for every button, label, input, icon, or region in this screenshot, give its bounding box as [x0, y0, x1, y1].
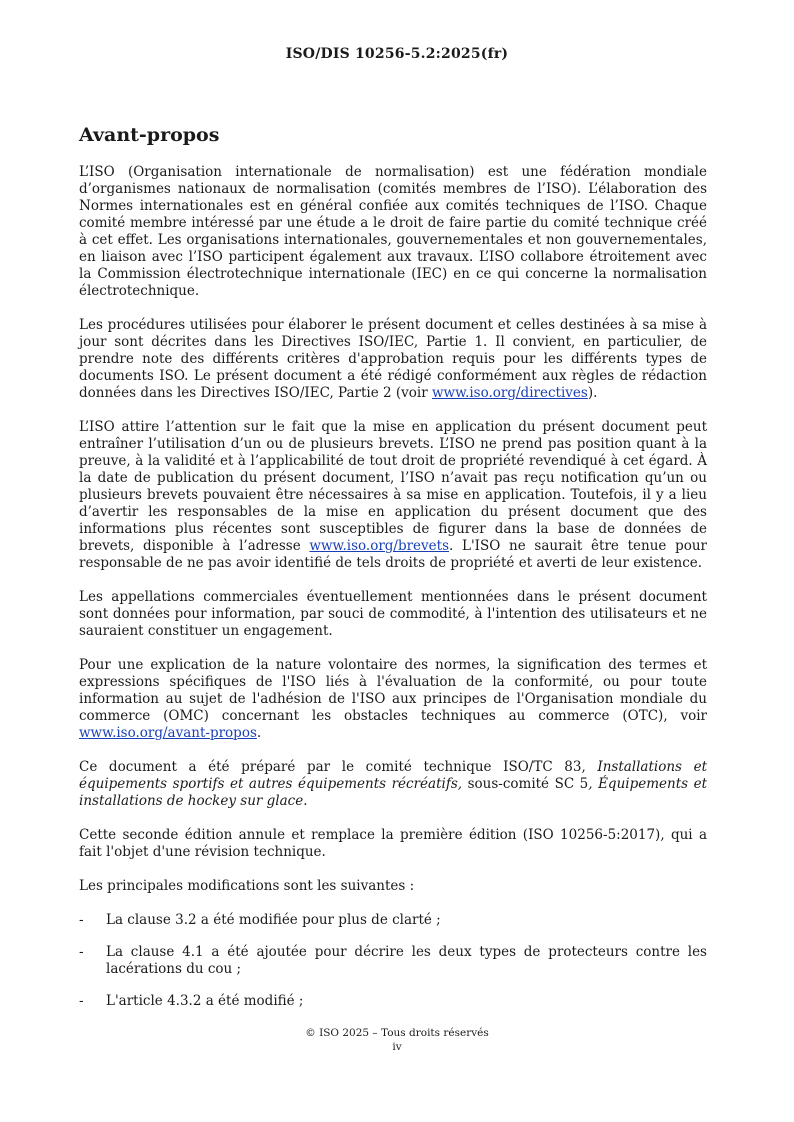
committee-text-2: sous-comité SC 5 [462, 776, 589, 792]
page-footer [0, 1026, 794, 1054]
paragraph-voluntary-end: . [256, 725, 262, 741]
page-number: iv [392, 1041, 402, 1053]
committee-text-1: Ce document a été préparé par le comité technique ISO/TC 83, [79, 759, 598, 775]
committee-name: Installations et équipements sportifs et autres équipements récréatifs, [79, 759, 707, 792]
paragraph-committee [79, 759, 707, 810]
patents-link[interactable]: www.iso.org/brevets [309, 538, 450, 554]
list-item [79, 912, 707, 929]
list-item-text: L'article 4.3.2 a été modifié ; [106, 993, 304, 1009]
list-dash: - [79, 944, 84, 960]
list-item [79, 944, 707, 978]
section-title: Avant-propos [79, 124, 220, 146]
paragraph-patents-end: . L'ISO ne saurait être tenue pour responsable de ne pas avoir identifié de tels droits de propriété et averti de leur existence. [79, 538, 708, 571]
paragraph-edition: Cette seconde édition annule et remplace la première édition (ISO 10256-5:2017), qui a fait l'objet d'une révision technique. [79, 827, 707, 860]
paragraph-patents [79, 419, 707, 572]
document-id-header: ISO/DIS 10256-5.2:2025(fr) [285, 46, 509, 62]
copyright-notice: © ISO 2025 – Tous droits réservés [305, 1027, 489, 1039]
paragraph-trade-names: Les appellations commerciales éventuellement mentionnées dans le présent document sont données pour information, par souci de commodité, à l'intention des utilisateurs et ne sauraient constituer un engagement. [79, 589, 707, 639]
paragraph-procedures [79, 317, 707, 402]
paragraph-iso-intro: L’ISO (Organisation internationale de normalisation) est une fédération mondiale d’organismes nationaux de normalisation (comités membres de l’ISO). L’élaboration des Normes internationales est en général confiée aux comités techniques de l’ISO. Chaque comité membre intéressé par une étude a le droit de faire partie du comité technique créé à cet effet. Les organisations internationales, gouvernementales et non gouvernementales, en liaison avec l’ISO participent également aux travaux. L’ISO collabore étroitement avec la Commission électrotechnique internationale (IEC) en ce qui concerne la normalisation électrotechnique. [79, 164, 707, 299]
list-dash: - [79, 912, 84, 928]
foreword-body [79, 164, 707, 1025]
paragraph-patents-text: L’ISO attire l’attention sur le fait que la mise en application du présent document peut entraîner l’utilisation d’un ou de plusieurs brevets. L’ISO ne prend pas position quant à la preuve, à la validité et à l’applicabilité de tout droit de propriété revendiqué à cet égard. À la date de publication du présent document, l’ISO n’avait pas reçu notification qu’un ou plusieurs brevets pouvaient être nécessaires à sa mise en application. Toutefois, il y a lieu d’avertir les responsables de la mise en application du présent document que des informations plus récentes sont susceptibles de figurer dans la base de données de brevets, disponible à l’adresse [79, 419, 707, 554]
directives-link[interactable]: www.iso.org/directives [432, 385, 588, 401]
list-item-text: La clause 3.2 a été modifiée pour plus de clarté ; [106, 912, 441, 928]
list-dash: - [79, 993, 84, 1009]
paragraph-procedures-text: Les procédures utilisées pour élaborer le présent document et celles destinées à sa mise à jour sont décrites dans les Directives ISO/IEC, Partie 1. Il convient, en particulier, de prendre note des différents critères d'approbation requis pour les différents types de documents ISO. Le présent document a été rédigé conformément aux règles de rédaction données dans les Directives ISO/IEC, Partie 2 (voir [79, 317, 707, 401]
foreword-link[interactable]: www.iso.org/avant-propos [79, 725, 257, 741]
paragraph-voluntary-text: Pour une explication de la nature volontaire des normes, la signification des termes et expressions spécifiques de l'ISO liés à l'évaluation de la conformité, ou pour toute information au sujet de l'adhésion de l'ISO aux principes de l'Organisation mondiale du commerce (OMC) concernant les obstacles techniques au commerce (OTC), voir [79, 657, 707, 724]
subcommittee-name: , Équipements et installations de hockey sur glace. [79, 776, 707, 809]
list-item [79, 993, 707, 1010]
paragraph-procedures-end: ). [587, 385, 598, 401]
paragraph-voluntary-nature [79, 657, 707, 742]
paragraph-changes-intro: Les principales modifications sont les suivantes : [79, 878, 415, 894]
list-item-text: La clause 4.1 a été ajoutée pour décrire les deux types de protecteurs contre les lacérations du cou ; [106, 944, 707, 977]
